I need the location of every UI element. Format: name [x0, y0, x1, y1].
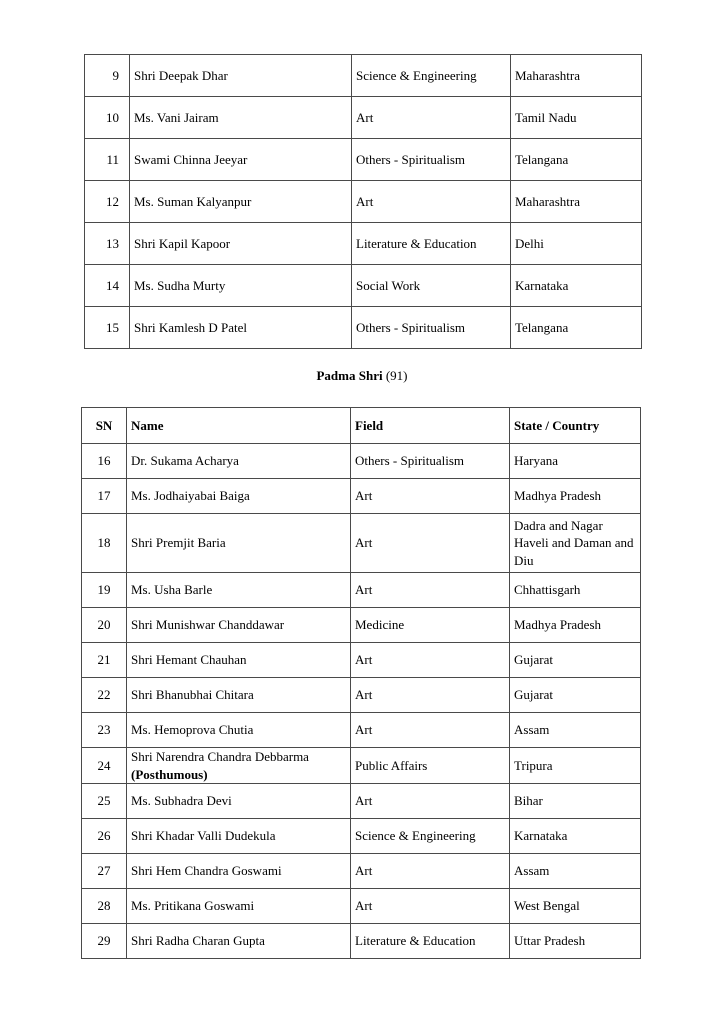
- table-row: [85, 265, 642, 307]
- cell-sn: 12: [85, 181, 130, 223]
- awardees-table-continued: [84, 54, 642, 349]
- table-row: [82, 819, 641, 854]
- table-row: [82, 444, 641, 479]
- cell-state: Delhi: [511, 223, 642, 265]
- awardee-name: Shri Bhanubhai Chitara: [131, 687, 254, 703]
- header-name: Name: [127, 408, 351, 444]
- awardee-name: Shri Premjit Baria: [131, 535, 226, 551]
- cell-name: Ms. Sudha Murty: [130, 265, 352, 307]
- cell-field: Science & Engineering: [352, 55, 511, 97]
- cell-state: Telangana: [511, 139, 642, 181]
- cell-state: Uttar Pradesh: [510, 924, 641, 959]
- table-row: [82, 748, 641, 784]
- header-field: Field: [351, 408, 510, 444]
- cell-field: Art: [351, 854, 510, 889]
- cell-state: Gujarat: [510, 643, 641, 678]
- cell-state: West Bengal: [510, 889, 641, 924]
- cell-field: Art: [352, 97, 511, 139]
- cell-sn: 15: [85, 307, 130, 349]
- table-row: [85, 97, 642, 139]
- cell-name: [127, 479, 351, 514]
- awardee-name: Ms. Usha Barle: [131, 582, 213, 598]
- cell-sn: 29: [82, 924, 127, 959]
- cell-sn: 20: [82, 608, 127, 643]
- awardee-name: Ms. Subhadra Devi: [131, 793, 232, 809]
- table-row: [82, 784, 641, 819]
- table-row: [82, 713, 641, 748]
- table-row: [82, 479, 641, 514]
- cell-state: Tamil Nadu: [511, 97, 642, 139]
- cell-state: Bihar: [510, 784, 641, 819]
- awardee-name: Shri Hem Chandra Goswami: [131, 863, 282, 879]
- table-row: [82, 854, 641, 889]
- cell-name: Shri Kamlesh D Patel: [130, 307, 352, 349]
- cell-state: Dadra and Nagar Haveli and Daman and Diu: [510, 514, 641, 573]
- table-row: [82, 608, 641, 643]
- cell-name: [127, 514, 351, 573]
- padma-shri-table: [81, 407, 641, 959]
- cell-field: Art: [351, 643, 510, 678]
- cell-field: Medicine: [351, 608, 510, 643]
- cell-state: Madhya Pradesh: [510, 479, 641, 514]
- cell-state: Tripura: [510, 748, 641, 784]
- cell-state: Haryana: [510, 444, 641, 479]
- padma-shri-table-body: [82, 444, 641, 959]
- cell-field: Art: [351, 889, 510, 924]
- cell-state: Karnataka: [511, 265, 642, 307]
- cell-field: Literature & Education: [351, 924, 510, 959]
- cell-state: Maharashtra: [511, 55, 642, 97]
- awardee-name: Ms. Pritikana Goswami: [131, 898, 255, 914]
- awardee-name: Shri Hemant Chauhan: [131, 652, 247, 668]
- cell-field: Art: [351, 713, 510, 748]
- cell-sn: 11: [85, 139, 130, 181]
- cell-name: [127, 643, 351, 678]
- cell-field: Others - Spiritualism: [352, 139, 511, 181]
- cell-sn: 14: [85, 265, 130, 307]
- table-row: [82, 889, 641, 924]
- cell-field: Art: [351, 784, 510, 819]
- cell-name: [127, 713, 351, 748]
- cell-name: [127, 854, 351, 889]
- cell-sn: 17: [82, 479, 127, 514]
- table-row: [82, 514, 641, 573]
- header-state: State / Country: [510, 408, 641, 444]
- cell-field: Others - Spiritualism: [352, 307, 511, 349]
- cell-name: Ms. Vani Jairam: [130, 97, 352, 139]
- awardee-name: Ms. Jodhaiyabai Baiga: [131, 488, 250, 504]
- cell-state: Karnataka: [510, 819, 641, 854]
- cell-state: Assam: [510, 854, 641, 889]
- awardee-name: Shri Khadar Valli Dudekula: [131, 828, 276, 844]
- cell-name: [127, 924, 351, 959]
- cell-field: Others - Spiritualism: [351, 444, 510, 479]
- cell-sn: 19: [82, 573, 127, 608]
- cell-sn: 9: [85, 55, 130, 97]
- cell-sn: 18: [82, 514, 127, 573]
- cell-state: Chhattisgarh: [510, 573, 641, 608]
- cell-sn: 28: [82, 889, 127, 924]
- section-count: (91): [385, 368, 408, 383]
- cell-field: Art: [351, 479, 510, 514]
- table-row: [85, 181, 642, 223]
- cell-field: Social Work: [352, 265, 511, 307]
- awardees-table-body: [85, 55, 642, 349]
- table-row: [82, 924, 641, 959]
- awardee-name: Shri Radha Charan Gupta: [131, 933, 265, 949]
- cell-field: Art: [351, 514, 510, 573]
- cell-sn: 21: [82, 643, 127, 678]
- cell-field: Art: [351, 678, 510, 713]
- cell-name: [127, 784, 351, 819]
- cell-name: [127, 748, 351, 784]
- cell-field: Literature & Education: [352, 223, 511, 265]
- cell-field: Art: [352, 181, 511, 223]
- cell-sn: 13: [85, 223, 130, 265]
- table-row: [82, 573, 641, 608]
- cell-sn: 10: [85, 97, 130, 139]
- cell-field: Science & Engineering: [351, 819, 510, 854]
- cell-state: Maharashtra: [511, 181, 642, 223]
- cell-state: Assam: [510, 713, 641, 748]
- cell-sn: 27: [82, 854, 127, 889]
- table-header-row: [82, 408, 641, 444]
- posthumous-note: (Posthumous): [131, 766, 208, 782]
- awardee-name: Dr. Sukama Acharya: [131, 453, 239, 469]
- cell-field: Art: [351, 573, 510, 608]
- table-row: [85, 307, 642, 349]
- cell-name: [127, 889, 351, 924]
- section-heading: [0, 368, 724, 384]
- cell-field: Public Affairs: [351, 748, 510, 784]
- awardee-name: Shri Narendra Chandra Debbarma: [131, 749, 309, 764]
- cell-name: Swami Chinna Jeeyar: [130, 139, 352, 181]
- cell-sn: 16: [82, 444, 127, 479]
- cell-sn: 26: [82, 819, 127, 854]
- table-row: [85, 139, 642, 181]
- header-sn: SN: [82, 408, 127, 444]
- cell-sn: 24: [82, 748, 127, 784]
- table-row: [82, 643, 641, 678]
- section-title: Padma Shri: [316, 368, 383, 383]
- cell-name: [127, 573, 351, 608]
- cell-name: Ms. Suman Kalyanpur: [130, 181, 352, 223]
- cell-sn: 25: [82, 784, 127, 819]
- table-row: [85, 55, 642, 97]
- cell-state: Madhya Pradesh: [510, 608, 641, 643]
- awardee-name: Ms. Hemoprova Chutia: [131, 722, 254, 738]
- cell-name: Shri Deepak Dhar: [130, 55, 352, 97]
- cell-sn: 23: [82, 713, 127, 748]
- cell-name: [127, 608, 351, 643]
- cell-name: Shri Kapil Kapoor: [130, 223, 352, 265]
- cell-state: Gujarat: [510, 678, 641, 713]
- awardee-name: Shri Munishwar Chanddawar: [131, 617, 285, 633]
- cell-sn: 22: [82, 678, 127, 713]
- table-row: [85, 223, 642, 265]
- cell-name: [127, 819, 351, 854]
- cell-name: [127, 444, 351, 479]
- cell-state: Telangana: [511, 307, 642, 349]
- table-row: [82, 678, 641, 713]
- cell-name: [127, 678, 351, 713]
